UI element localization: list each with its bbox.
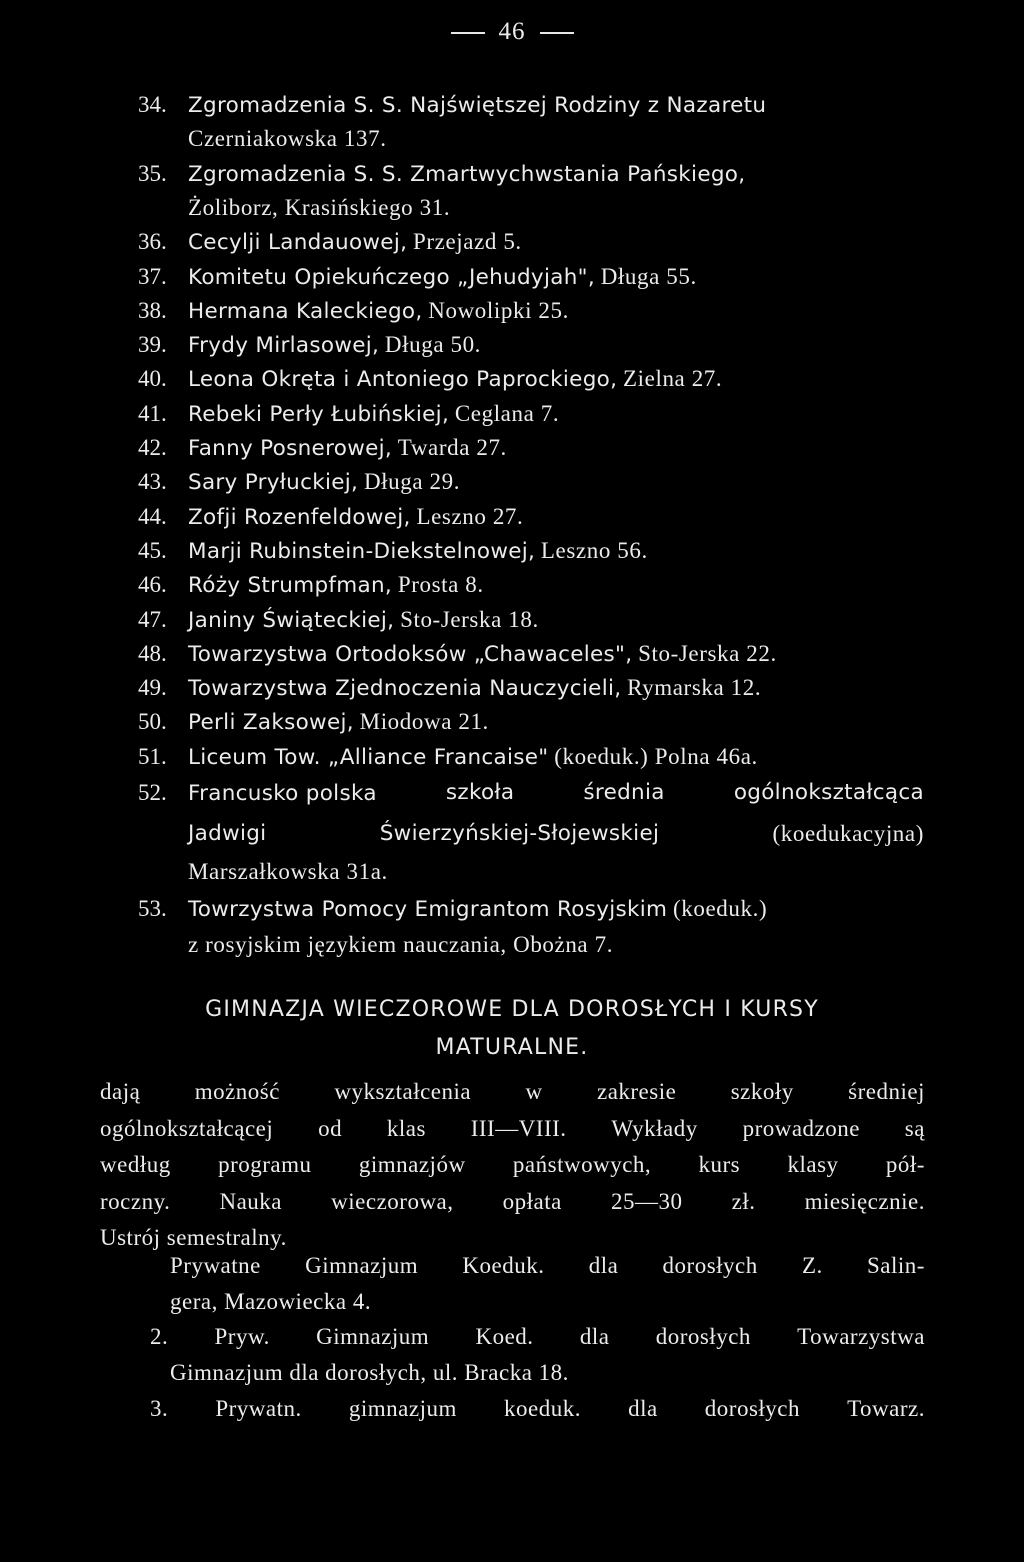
entry-line xyxy=(138,160,745,189)
entry-line xyxy=(138,708,489,737)
entry-word: Francusko polska xyxy=(188,781,377,806)
entry-line xyxy=(138,400,559,429)
entry-address: Sto-Jerska 22. xyxy=(638,640,777,666)
entry-name: Towarzystwa Ortodoksów „Chawaceles", xyxy=(188,641,633,667)
paragraph-word: zł. xyxy=(731,1188,756,1214)
paragraph-word: roczny. xyxy=(100,1188,171,1214)
school-word: Towarzystwa xyxy=(797,1324,925,1349)
paragraph-word: gimnazjów xyxy=(358,1152,466,1177)
school-line-continuation: Gimnazjum dla dorosłych, ul. Bracka 18. xyxy=(170,1360,569,1385)
entry-number: 48. xyxy=(138,640,167,666)
entry-number: 46. xyxy=(138,572,167,598)
entry-address: Długa 55. xyxy=(600,263,697,289)
entry-line xyxy=(138,537,648,566)
entry-number: 38. xyxy=(138,297,167,323)
entry-number: 49. xyxy=(138,675,167,701)
school-word: dorosłych xyxy=(662,1253,758,1278)
entry-line xyxy=(138,503,523,532)
entry-line xyxy=(138,468,460,497)
paragraph-word: dają xyxy=(100,1079,141,1104)
paragraph-word: średniej xyxy=(848,1079,925,1104)
entry-number: 45. xyxy=(138,537,167,563)
entry-number: 51. xyxy=(138,743,167,769)
entry-line xyxy=(138,263,697,292)
entry-word: Jadwigi xyxy=(188,821,267,846)
entry-number: 52. xyxy=(138,780,167,805)
paragraph-word: wieczorowa, xyxy=(331,1188,454,1214)
school-word: Prywatne xyxy=(170,1253,261,1278)
paragraph-word: wykształcenia xyxy=(334,1079,472,1104)
paragraph-word: według xyxy=(100,1152,171,1177)
school-word: gimnazjum xyxy=(348,1396,457,1421)
entry-name: Towrzystwa Pomocy Emigrantom Rosyjskim xyxy=(188,897,668,922)
school-word: dla xyxy=(588,1253,619,1278)
entry-address: Leszno 56. xyxy=(540,537,648,563)
entry-name: Towarzystwa Zjednoczenia Nauczycieli, xyxy=(188,676,622,702)
entry-line xyxy=(138,365,722,394)
entry-line xyxy=(138,640,777,669)
school-word: Koeduk. xyxy=(462,1253,545,1278)
entry-52-line1 xyxy=(138,779,924,808)
paragraph-word: szkoły xyxy=(730,1079,794,1104)
entry-name: Perli Zaksowej, xyxy=(188,710,354,736)
paragraph-word: państwowych, xyxy=(512,1152,652,1177)
school-word: Salin- xyxy=(867,1253,925,1278)
paragraph-word: III—VIII. xyxy=(470,1115,567,1141)
paragraph-line xyxy=(100,1151,925,1179)
paragraph-word: miesięcznie. xyxy=(804,1188,925,1214)
paragraph-word: 25—30 xyxy=(611,1188,683,1214)
entry-word: średnia xyxy=(583,780,665,805)
school-word: koeduk. xyxy=(503,1396,581,1421)
paragraph-line xyxy=(100,1078,925,1106)
section-heading-line1: GIMNAZJA WIECZOROWE DLA DOROSŁYCH I KURSY xyxy=(205,997,819,1022)
entry-name: Róży Strumpfman, xyxy=(188,573,393,599)
section-heading-line2: MATURALNE. xyxy=(435,1035,589,1060)
entry-address: Rymarska 12. xyxy=(627,675,762,701)
school-word: 2. xyxy=(150,1324,169,1349)
entry-name: Komitetu Opiekuńczego „Jehudyjah", xyxy=(188,264,595,290)
entry-name: Fanny Posnerowej, xyxy=(188,436,393,461)
paragraph-word: klasy xyxy=(787,1152,839,1177)
entry-name: Hermana Kaleckiego, xyxy=(188,298,423,324)
entry-number: 42. xyxy=(138,435,167,460)
school-word: dorosłych xyxy=(655,1324,751,1349)
entry-52-lead xyxy=(138,779,377,808)
school-word: Koed. xyxy=(475,1324,534,1349)
paragraph-word: pół- xyxy=(885,1152,925,1177)
school-word: Towarz. xyxy=(847,1396,925,1421)
entry-line xyxy=(138,743,758,772)
school-line xyxy=(150,1323,925,1351)
entry-line xyxy=(138,331,481,360)
entry-address: Zielna 27. xyxy=(623,366,723,392)
paragraph-word: Nauka xyxy=(219,1188,283,1214)
entry-line xyxy=(138,606,539,635)
paragraph-word: możność xyxy=(194,1079,280,1104)
entry-number: 39. xyxy=(138,332,167,358)
entry-address: Twarda 27. xyxy=(397,435,507,460)
paragraph-word: klas xyxy=(386,1115,426,1141)
entry-word: (koedukacyjna) xyxy=(772,821,924,846)
school-word: Gimnazjum xyxy=(305,1253,419,1278)
entry-name: Leona Okręta i Antoniego Paprockiego, xyxy=(188,367,618,393)
paragraph-last-line: Ustrój semestralny. xyxy=(100,1225,287,1250)
school-word: dla xyxy=(628,1396,658,1421)
school-line-continuation: gera, Mazowiecka 4. xyxy=(170,1289,372,1314)
entry-address: Miodowa 21. xyxy=(359,709,489,735)
entry-address: Leszno 27. xyxy=(416,503,524,529)
entry-number: 41. xyxy=(138,400,167,426)
entry-line xyxy=(138,228,522,257)
entry-continuation: Żoliborz, Krasińskiego 31. xyxy=(188,194,451,220)
entry-name: Cecylji Landauowej, xyxy=(188,230,408,256)
entry-address: Nowolipki 25. xyxy=(428,297,569,323)
entry-52-line2 xyxy=(188,820,924,848)
entry-continuation: Czerniakowska 137. xyxy=(188,126,387,152)
entry-address: Przejazd 5. xyxy=(413,229,522,255)
paragraph-line xyxy=(100,1115,925,1143)
entry-line xyxy=(138,674,761,703)
entry-name: Zgromadzenia S. S. Najświętszej Rodziny z Nazaretu xyxy=(188,93,767,118)
entry-number: 50. xyxy=(138,709,167,735)
entry-name: Liceum Tow. „Alliance Francaise" xyxy=(188,744,549,770)
entry-number: 36. xyxy=(138,229,167,255)
entry-number: 37. xyxy=(138,263,167,289)
entry-name: Marji Rubinstein-Diekstelnowej, xyxy=(188,538,536,564)
entry-line xyxy=(138,91,766,120)
entry-word: szkoła xyxy=(445,780,515,805)
entry-address: (koeduk.) xyxy=(673,896,768,921)
entry-name: Janiny Świąteckiej, xyxy=(188,607,395,633)
school-word: Prywatn. xyxy=(215,1396,302,1421)
entry-address: Prosta 8. xyxy=(397,572,484,598)
school-word: 3. xyxy=(150,1396,169,1421)
paragraph-word: w xyxy=(525,1079,543,1104)
page-number: 46 xyxy=(0,18,1024,46)
dash-left xyxy=(451,32,485,34)
entry-word: ogólnokształcąca xyxy=(733,780,924,805)
entry-word: Świerzyńskiej-Słojewskiej xyxy=(379,821,660,846)
paragraph-word: opłata xyxy=(502,1188,562,1214)
school-word: Gimnazjum xyxy=(316,1324,430,1349)
paragraph-word: ogólnokształcącej xyxy=(100,1115,274,1141)
dash-right xyxy=(540,32,574,34)
entry-name: Frydy Mirlasowej, xyxy=(188,333,380,359)
paragraph-word: Wykłady xyxy=(611,1115,698,1141)
entry-number: 34. xyxy=(138,92,167,117)
school-word: dla xyxy=(579,1324,610,1349)
school-line xyxy=(170,1252,925,1280)
paragraph-word: od xyxy=(318,1115,343,1141)
school-word: Pryw. xyxy=(214,1324,270,1349)
paragraph-word: programu xyxy=(218,1152,312,1177)
entry-52-line3: Marszałkowska 31a. xyxy=(188,859,388,884)
paragraph-word: zakresie xyxy=(596,1079,677,1104)
entry-line xyxy=(138,434,507,463)
entry-name: Zgromadzenia S. S. Zmartwychwstania Pańskiego, xyxy=(188,161,746,187)
entry-number: 47. xyxy=(138,606,167,632)
entry-number: 40. xyxy=(138,366,167,392)
school-word: dorosłych xyxy=(704,1396,800,1421)
entry-number: 44. xyxy=(138,503,167,529)
entry-address: Ceglana 7. xyxy=(454,400,560,426)
entry-53-line2: z rosyjskim językiem nauczania, Obożna 7. xyxy=(188,932,614,957)
school-line xyxy=(150,1395,925,1423)
paragraph-line xyxy=(100,1188,925,1216)
entry-address: Sto-Jerska 18. xyxy=(400,606,539,632)
entry-53-line1 xyxy=(138,895,767,924)
paragraph-word: są xyxy=(904,1115,925,1141)
entry-number: 35. xyxy=(138,160,167,186)
entry-name: Rebeki Perły Łubińskiej, xyxy=(188,401,450,427)
entry-line xyxy=(138,571,484,600)
entry-name: Sary Pryłuckiej, xyxy=(188,470,359,496)
entry-name: Zofji Rozenfeldowej, xyxy=(188,504,411,530)
entry-address: (koeduk.) Polna 46a. xyxy=(554,743,758,769)
entry-number: 43. xyxy=(138,469,167,495)
paragraph-word: kurs xyxy=(698,1152,741,1177)
entry-line xyxy=(138,297,569,326)
entry-number: 53. xyxy=(138,896,167,921)
entry-address: Długa 29. xyxy=(363,469,461,495)
school-word: Z. xyxy=(801,1253,823,1278)
paragraph-word: prowadzone xyxy=(742,1115,860,1141)
entry-address: Długa 50. xyxy=(384,332,482,358)
